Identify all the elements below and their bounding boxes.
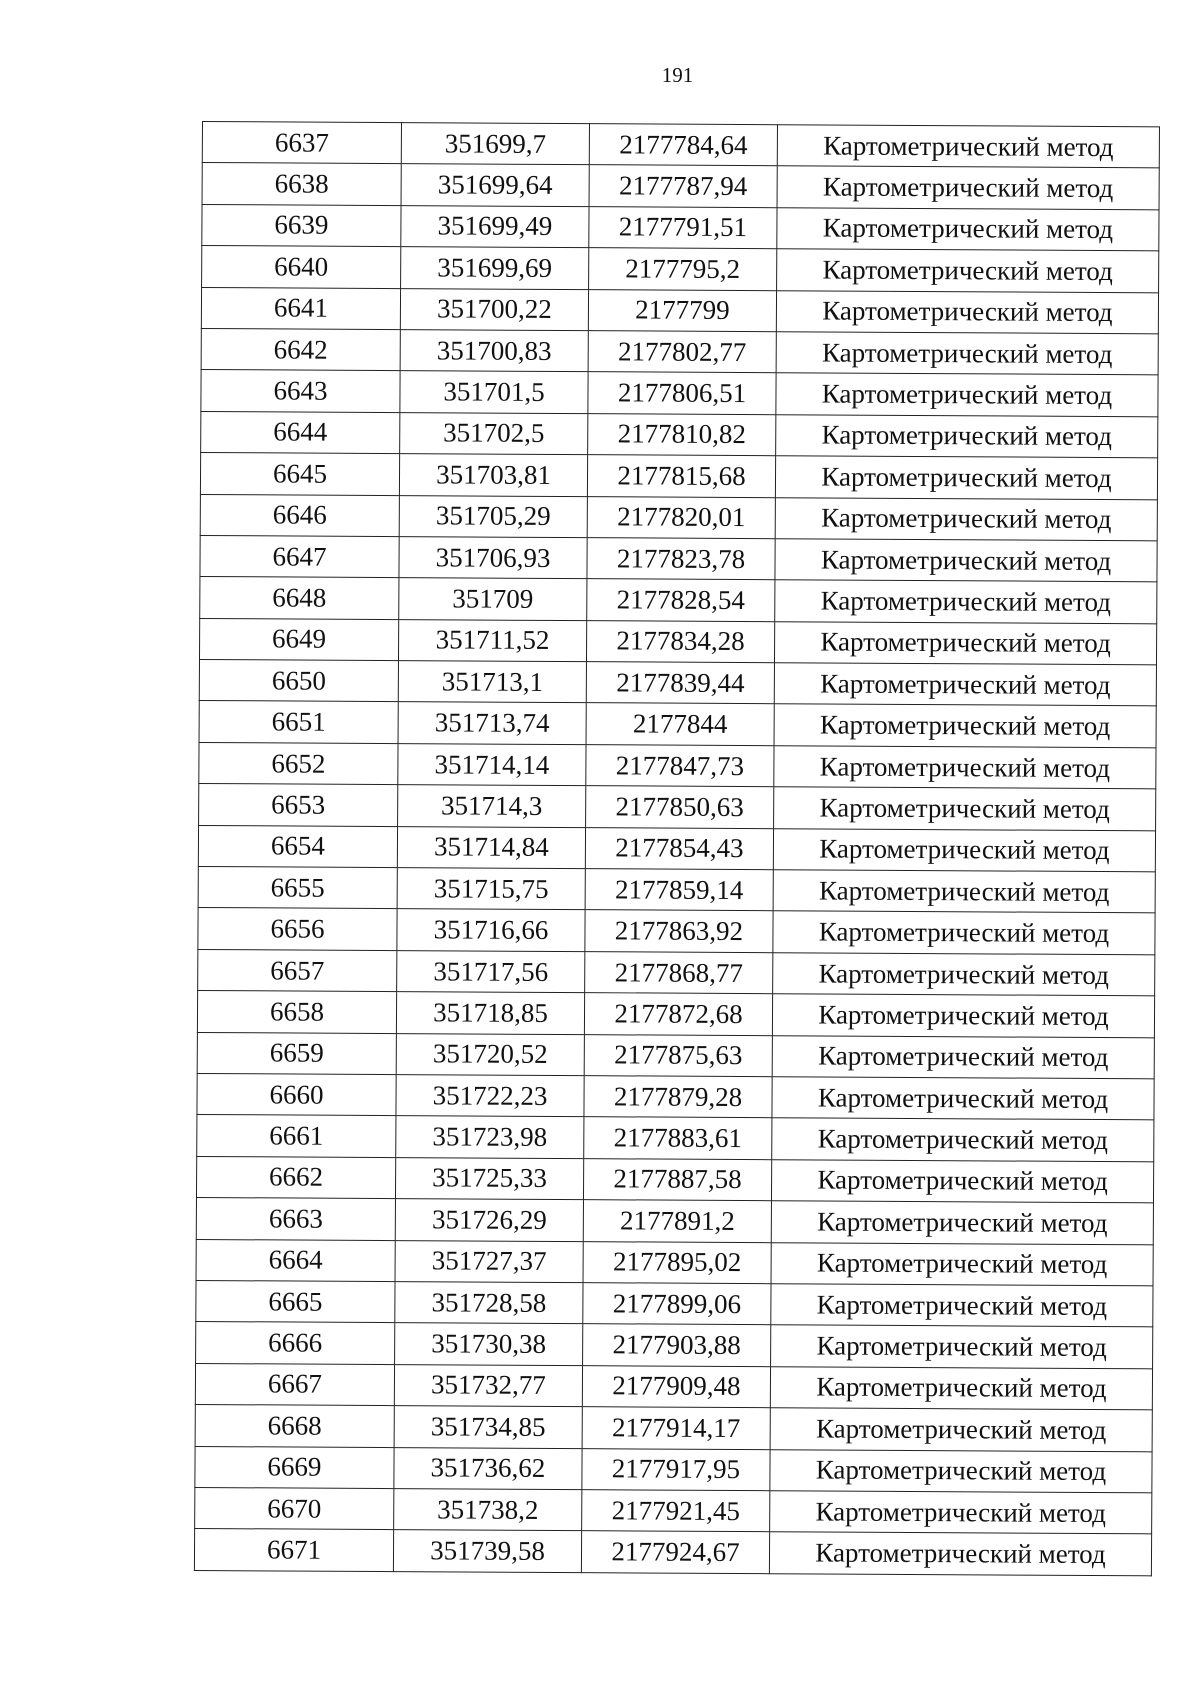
table-row (196, 1198, 1153, 1245)
table-row (198, 908, 1155, 955)
method-cell: Картометрический метод (775, 456, 1157, 500)
x-coordinate-cell: 351715,75 (397, 868, 585, 910)
y-coordinate-cell: 2177879,28 (584, 1076, 772, 1118)
y-coordinate-cell: 2177854,43 (585, 827, 773, 869)
table-row (195, 1405, 1152, 1452)
x-coordinate-cell: 351728,58 (395, 1282, 583, 1324)
y-coordinate-cell: 2177883,61 (584, 1117, 772, 1159)
point-number-cell: 6650 (199, 660, 398, 703)
y-coordinate-cell: 2177887,58 (583, 1158, 771, 1200)
y-coordinate-cell: 2177859,14 (585, 869, 773, 911)
point-number-cell: 6645 (200, 453, 399, 496)
x-coordinate-cell: 351700,83 (400, 330, 588, 372)
table-row (196, 1239, 1153, 1286)
y-coordinate-cell: 2177799 (588, 289, 776, 331)
point-number-cell: 6664 (196, 1239, 395, 1282)
point-number-cell: 6639 (202, 204, 401, 247)
point-number-cell: 6638 (202, 163, 401, 206)
x-coordinate-cell: 351726,29 (395, 1199, 583, 1241)
table-row (198, 949, 1155, 996)
table-row (200, 453, 1157, 500)
method-cell: Картометрический метод (770, 1408, 1152, 1452)
y-coordinate-cell: 2177921,45 (582, 1490, 770, 1532)
point-number-cell: 6649 (199, 618, 398, 661)
x-coordinate-cell: 351714,84 (397, 826, 585, 868)
y-coordinate-cell: 2177847,73 (586, 745, 774, 787)
table-row (196, 1322, 1153, 1369)
table-row (202, 163, 1159, 210)
y-coordinate-cell: 2177802,77 (588, 331, 776, 373)
y-coordinate-cell: 2177795,2 (589, 248, 777, 290)
y-coordinate-cell: 2177839,44 (586, 662, 774, 704)
x-coordinate-cell: 351714,3 (398, 785, 586, 827)
point-number-cell: 6644 (201, 411, 400, 454)
x-coordinate-cell: 351705,29 (399, 495, 587, 537)
y-coordinate-cell: 2177810,82 (588, 413, 776, 455)
x-coordinate-cell: 351714,14 (398, 743, 586, 785)
x-coordinate-cell: 351736,62 (394, 1447, 582, 1489)
x-coordinate-cell: 351716,66 (397, 909, 585, 951)
y-coordinate-cell: 2177834,28 (586, 620, 774, 662)
y-coordinate-cell: 2177828,54 (587, 579, 775, 621)
method-cell: Картометрический метод (770, 1366, 1152, 1410)
point-number-cell: 6646 (200, 494, 399, 537)
method-cell: Картометрический метод (773, 828, 1155, 872)
point-number-cell: 6647 (200, 535, 399, 578)
x-coordinate-cell: 351723,98 (396, 1116, 584, 1158)
method-cell: Картометрический метод (772, 1118, 1154, 1162)
method-cell: Картометрический метод (773, 953, 1155, 997)
table-row (201, 328, 1158, 375)
point-number-cell: 6643 (201, 370, 400, 413)
method-cell: Картометрический метод (776, 373, 1158, 417)
y-coordinate-cell: 2177787,94 (589, 165, 777, 207)
table-row (195, 1446, 1152, 1493)
y-coordinate-cell: 2177899,06 (583, 1283, 771, 1325)
x-coordinate-cell: 351699,49 (401, 205, 589, 247)
method-cell: Картометрический метод (769, 1532, 1151, 1576)
point-number-cell: 6656 (198, 908, 397, 951)
point-number-cell: 6660 (197, 1073, 396, 1116)
y-coordinate-cell: 2177903,88 (583, 1324, 771, 1366)
point-number-cell: 6651 (199, 701, 398, 744)
y-coordinate-cell: 2177891,2 (583, 1200, 771, 1242)
y-coordinate-cell: 2177909,48 (582, 1365, 770, 1407)
method-cell: Картометрический метод (772, 1077, 1154, 1121)
y-coordinate-cell: 2177872,68 (584, 993, 772, 1035)
point-number-cell: 6662 (196, 1156, 395, 1199)
method-cell: Картометрический метод (775, 497, 1157, 541)
table-row (200, 577, 1157, 624)
point-number-cell: 6652 (199, 742, 398, 785)
method-cell: Картометрический метод (772, 1035, 1154, 1079)
coordinates-table (194, 121, 1160, 1576)
method-cell: Картометрический метод (771, 1284, 1153, 1328)
table-row (197, 991, 1154, 1038)
page-number: 191 (661, 63, 694, 87)
x-coordinate-cell: 351734,85 (394, 1406, 582, 1448)
table-row (198, 825, 1155, 872)
method-cell: Картометрический метод (774, 663, 1156, 707)
table-row (197, 1032, 1154, 1079)
x-coordinate-cell: 351739,58 (393, 1530, 581, 1572)
method-cell: Картометрический метод (775, 539, 1157, 583)
x-coordinate-cell: 351717,56 (397, 950, 585, 992)
table-row (201, 411, 1158, 458)
y-coordinate-cell: 2177914,17 (582, 1407, 770, 1449)
method-cell: Картометрический метод (774, 746, 1156, 790)
method-cell: Картометрический метод (773, 911, 1155, 955)
method-cell: Картометрический метод (771, 1201, 1153, 1245)
coordinates-table-body (194, 122, 1159, 1576)
x-coordinate-cell: 351727,37 (395, 1240, 583, 1282)
x-coordinate-cell: 351699,7 (401, 123, 589, 165)
table-row (200, 494, 1157, 541)
x-coordinate-cell: 351713,1 (398, 661, 586, 703)
x-coordinate-cell: 351706,93 (399, 537, 587, 579)
table-row (201, 287, 1158, 334)
table-row (199, 660, 1156, 707)
x-coordinate-cell: 351720,52 (396, 1033, 584, 1075)
x-coordinate-cell: 351713,74 (398, 702, 586, 744)
y-coordinate-cell: 2177895,02 (583, 1241, 771, 1283)
x-coordinate-cell: 351703,81 (399, 454, 587, 496)
point-number-cell: 6670 (195, 1487, 394, 1530)
x-coordinate-cell: 351718,85 (396, 992, 584, 1034)
x-coordinate-cell: 351701,5 (400, 371, 588, 413)
table-row (196, 1156, 1153, 1203)
method-cell: Картометрический метод (776, 414, 1158, 458)
x-coordinate-cell: 351711,52 (398, 619, 586, 661)
point-number-cell: 6667 (195, 1363, 394, 1406)
point-number-cell: 6671 (194, 1529, 393, 1572)
point-number-cell: 6663 (196, 1198, 395, 1241)
method-cell: Картометрический метод (776, 290, 1158, 334)
x-coordinate-cell: 351699,64 (401, 164, 589, 206)
y-coordinate-cell: 2177823,78 (587, 538, 775, 580)
point-number-cell: 6666 (196, 1322, 395, 1365)
method-cell: Картометрический метод (770, 1449, 1152, 1493)
table-row (197, 1115, 1154, 1162)
y-coordinate-cell: 2177850,63 (586, 786, 774, 828)
x-coordinate-cell: 351732,77 (394, 1364, 582, 1406)
x-coordinate-cell: 351738,2 (394, 1488, 582, 1530)
x-coordinate-cell: 351709 (399, 578, 587, 620)
method-cell: Картометрический метод (770, 1491, 1152, 1535)
table-row (199, 784, 1156, 831)
table-row (195, 1363, 1152, 1410)
y-coordinate-cell: 2177844 (586, 703, 774, 745)
point-number-cell: 6668 (195, 1405, 394, 1448)
y-coordinate-cell: 2177917,95 (582, 1448, 770, 1490)
method-cell: Картометрический метод (774, 621, 1156, 665)
method-cell: Картометрический метод (776, 332, 1158, 376)
method-cell: Картометрический метод (777, 249, 1159, 293)
table-row (195, 1487, 1152, 1534)
point-number-cell: 6655 (198, 867, 397, 910)
method-cell: Картометрический метод (771, 1159, 1153, 1203)
x-coordinate-cell: 351702,5 (400, 412, 588, 454)
x-coordinate-cell: 351700,22 (400, 288, 588, 330)
point-number-cell: 6665 (196, 1280, 395, 1323)
table-row (194, 1529, 1151, 1576)
table-row (202, 204, 1159, 251)
table-row (199, 618, 1156, 665)
table-row (201, 370, 1158, 417)
table-row (199, 701, 1156, 748)
method-cell: Картометрический метод (777, 125, 1159, 169)
y-coordinate-cell: 2177815,68 (587, 455, 775, 497)
y-coordinate-cell: 2177784,64 (589, 124, 777, 166)
x-coordinate-cell: 351725,33 (395, 1157, 583, 1199)
y-coordinate-cell: 2177863,92 (585, 910, 773, 952)
table-row (196, 1280, 1153, 1327)
method-cell: Картометрический метод (774, 704, 1156, 748)
method-cell: Картометрический метод (777, 207, 1159, 251)
point-number-cell: 6661 (197, 1115, 396, 1158)
y-coordinate-cell: 2177875,63 (584, 1034, 772, 1076)
x-coordinate-cell: 351722,23 (396, 1075, 584, 1117)
point-number-cell: 6657 (198, 949, 397, 992)
y-coordinate-cell: 2177806,51 (588, 372, 776, 414)
method-cell: Картометрический метод (775, 580, 1157, 624)
y-coordinate-cell: 2177924,67 (581, 1531, 769, 1573)
point-number-cell: 6637 (202, 122, 401, 165)
x-coordinate-cell: 351699,69 (401, 247, 589, 289)
table-row (202, 246, 1159, 293)
y-coordinate-cell: 2177868,77 (585, 951, 773, 993)
method-cell: Картометрический метод (774, 787, 1156, 831)
method-cell: Картометрический метод (772, 994, 1154, 1038)
table-row (199, 742, 1156, 789)
method-cell: Картометрический метод (771, 1325, 1153, 1369)
point-number-cell: 6653 (199, 784, 398, 827)
point-number-cell: 6658 (197, 991, 396, 1034)
point-number-cell: 6648 (200, 577, 399, 620)
table-row (198, 867, 1155, 914)
y-coordinate-cell: 2177791,51 (589, 206, 777, 248)
table-row (202, 122, 1159, 169)
table-row (200, 535, 1157, 582)
point-number-cell: 6669 (195, 1446, 394, 1489)
y-coordinate-cell: 2177820,01 (587, 496, 775, 538)
method-cell: Картометрический метод (773, 870, 1155, 914)
point-number-cell: 6641 (201, 287, 400, 330)
point-number-cell: 6640 (202, 246, 401, 289)
x-coordinate-cell: 351730,38 (395, 1323, 583, 1365)
point-number-cell: 6654 (198, 825, 397, 868)
method-cell: Картометрический метод (777, 166, 1159, 210)
point-number-cell: 6659 (197, 1032, 396, 1075)
table-row (197, 1073, 1154, 1120)
point-number-cell: 6642 (201, 328, 400, 371)
method-cell: Картометрический метод (771, 1242, 1153, 1286)
